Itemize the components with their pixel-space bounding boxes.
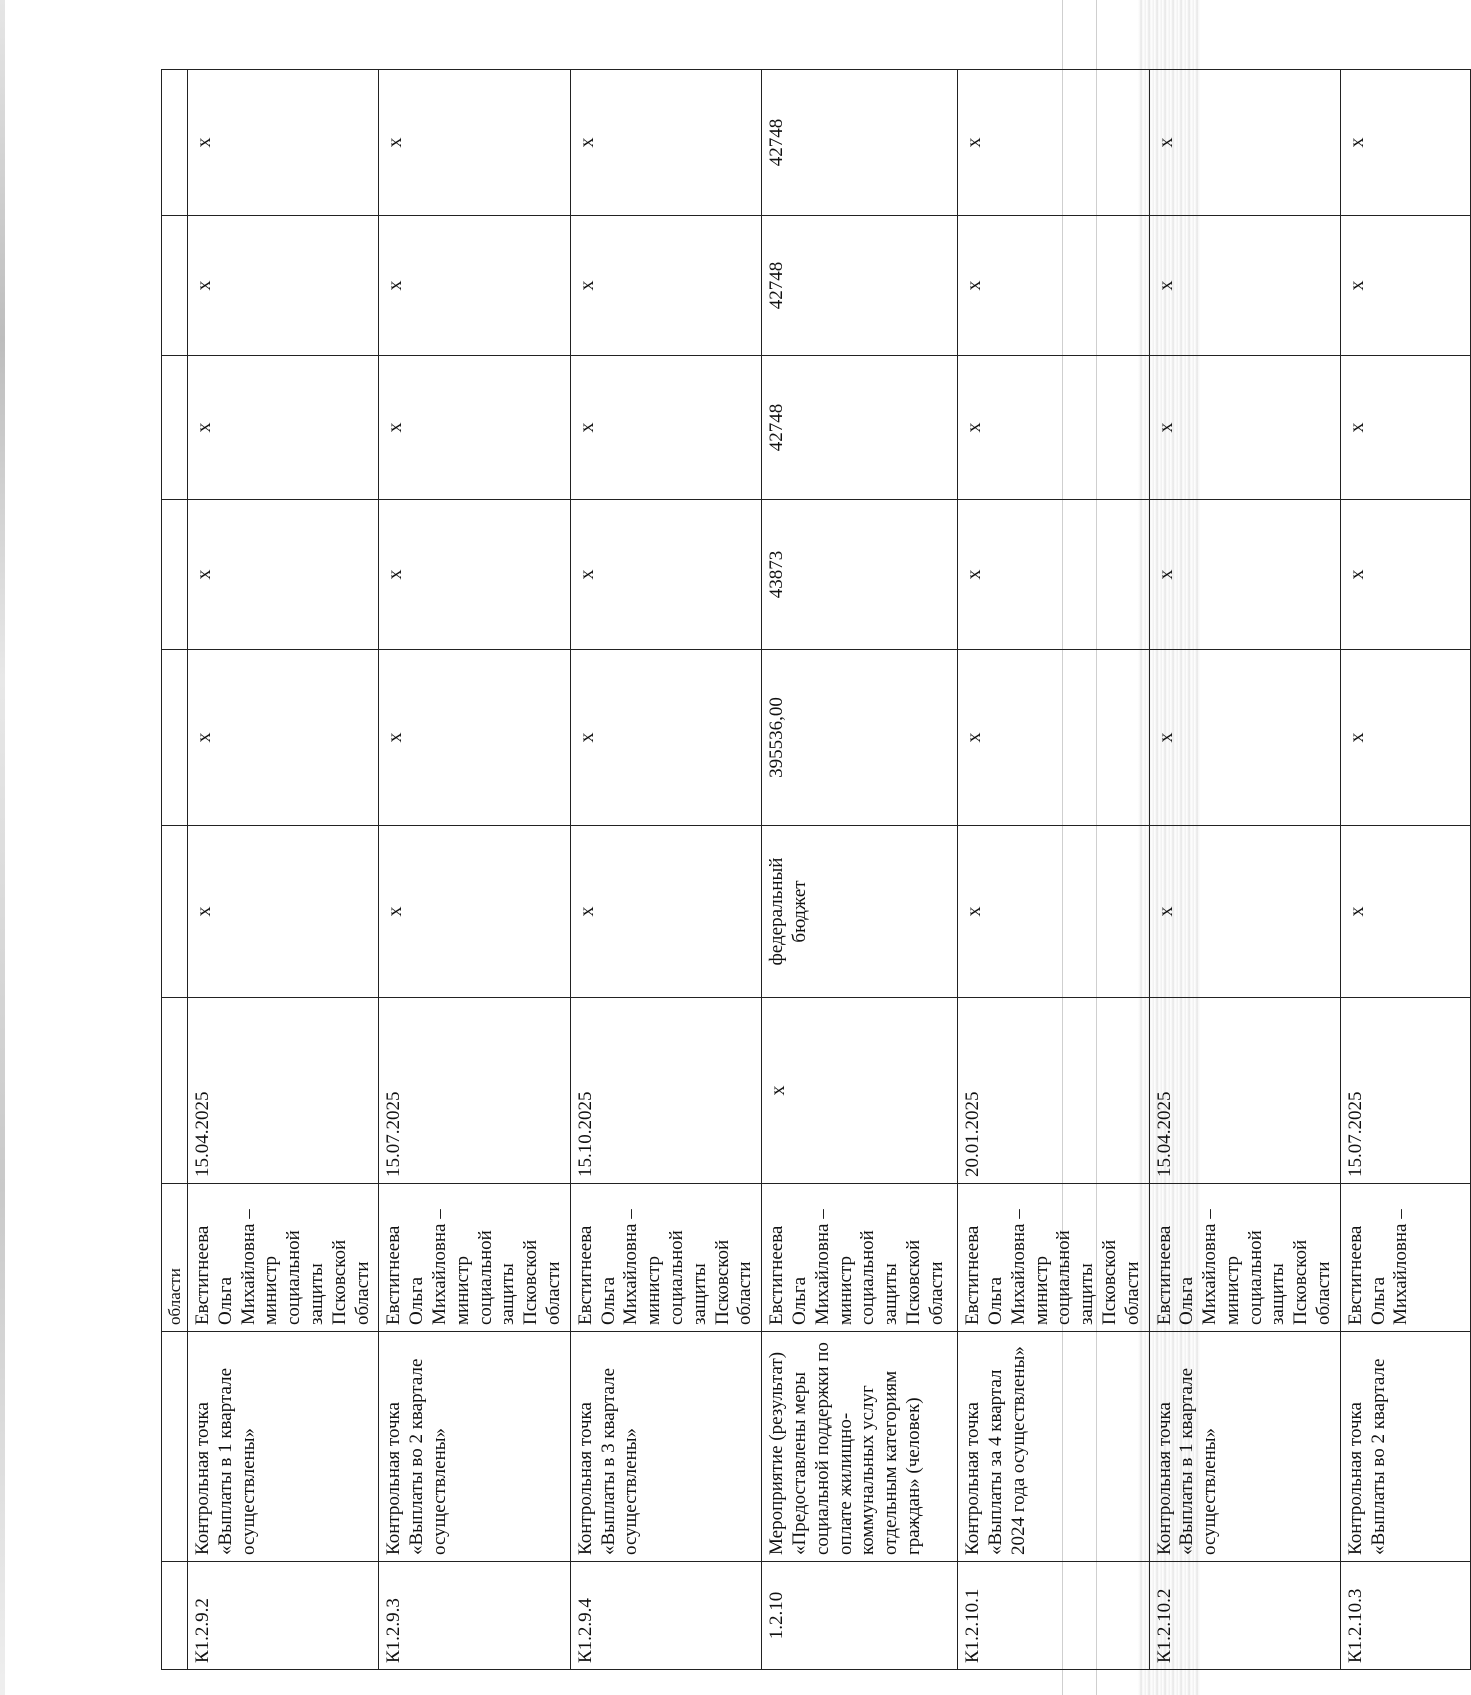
- fragment-text: области: [162, 1184, 188, 1332]
- row-number: К1.2.10.2: [1149, 1562, 1340, 1670]
- row-number: 1.2.10: [762, 1562, 958, 1670]
- row-amount: x: [958, 650, 1149, 826]
- row-responsible: Евстигнеева Ольга Михайловна – министр социальной защиты Псковской области: [570, 1184, 761, 1332]
- row-name: Контрольная точка «Выплаты в 1 квартале осуществлены»: [188, 1332, 379, 1562]
- row-date: 15.07.2025: [1340, 998, 1470, 1184]
- row-responsible: Евстигнеева Ольга Михайловна – министр социальной защиты Псковской области: [762, 1184, 958, 1332]
- row-value-3: x: [1340, 216, 1470, 356]
- row-value-3: x: [379, 216, 570, 356]
- table-row: [379, 70, 570, 1670]
- row-value-3: 42748: [762, 216, 958, 356]
- row-source: x: [1340, 826, 1470, 998]
- row-number: К1.2.9.3: [379, 1562, 570, 1670]
- table-row: [570, 70, 761, 1670]
- row-amount: x: [379, 650, 570, 826]
- row-responsible: Евстигнеева Ольга Михайловна – министр социальной защиты Псковской области: [379, 1184, 570, 1332]
- row-value-4: 42748: [762, 70, 958, 216]
- row-name: Контрольная точка «Выплаты во 2 квартале осуществлены»: [379, 1332, 570, 1562]
- row-source: x: [379, 826, 570, 998]
- row-source: x: [188, 826, 379, 998]
- row-source: федеральный бюджет: [762, 826, 958, 998]
- row-amount: x: [1340, 650, 1470, 826]
- table-row: [188, 70, 379, 1670]
- row-number: К1.2.9.2: [188, 1562, 379, 1670]
- row-name: Мероприятие (результат) «Предоставлены меры социальной поддержки по оплате жилищно-коммунальных услуг отдельным категориям граждан» (человек): [762, 1332, 958, 1562]
- table-row-measure: [762, 70, 958, 1670]
- row-amount: 395536,00: [762, 650, 958, 826]
- row-value-4: x: [379, 70, 570, 216]
- row-value-2: x: [379, 356, 570, 500]
- row-name: Контрольная точка «Выплаты в 1 квартале осуществлены»: [1149, 1332, 1340, 1562]
- row-responsible: Евстигнеева Ольга Михайловна – министр социальной защиты Псковской области: [188, 1184, 379, 1332]
- row-value-3: x: [188, 216, 379, 356]
- row-value-1: 43873: [762, 500, 958, 650]
- row-date: 15.10.2025: [570, 998, 761, 1184]
- rotated-page: [161, 30, 1412, 1670]
- row-amount: x: [188, 650, 379, 826]
- row-number: К1.2.10.1: [958, 1562, 1149, 1670]
- row-value-2: x: [570, 356, 761, 500]
- row-value-4: x: [188, 70, 379, 216]
- measures-table: [161, 69, 1471, 1670]
- row-value-3: x: [570, 216, 761, 356]
- continued-row-fragment: [162, 70, 188, 1670]
- row-responsible: Евстигнеева Ольга Михайловна – министр социальной защиты Псковской области: [958, 1184, 1149, 1332]
- row-source: x: [958, 826, 1149, 998]
- row-name: Контрольная точка «Выплаты за 4 квартал 2024 года осуществлены»: [958, 1332, 1149, 1562]
- row-value-2: x: [958, 356, 1149, 500]
- row-responsible: Евстигнеева Ольга Михайловна – министр социальной защиты Псковской области: [1149, 1184, 1340, 1332]
- row-value-2: x: [188, 356, 379, 500]
- row-value-3: x: [958, 216, 1149, 356]
- table-row: [1149, 70, 1340, 1670]
- row-value-1: x: [379, 500, 570, 650]
- row-date: x: [762, 998, 958, 1184]
- row-value-1: x: [188, 500, 379, 650]
- row-value-3: x: [1149, 216, 1340, 356]
- row-responsible: Евстигнеева Ольга Михайловна –: [1340, 1184, 1470, 1332]
- row-value-2: 42748: [762, 356, 958, 500]
- row-value-4: x: [1149, 70, 1340, 216]
- row-name: Контрольная точка «Выплаты в 3 квартале осуществлены»: [570, 1332, 761, 1562]
- row-value-1: x: [1340, 500, 1470, 650]
- row-value-1: x: [958, 500, 1149, 650]
- row-date: 15.04.2025: [188, 998, 379, 1184]
- row-value-4: x: [570, 70, 761, 216]
- row-number: К1.2.10.3: [1340, 1562, 1470, 1670]
- row-amount: x: [1149, 650, 1340, 826]
- table-row: [1340, 70, 1470, 1670]
- scan-left-edge: [0, 0, 5, 1695]
- table-row: [958, 70, 1149, 1670]
- row-value-1: x: [570, 500, 761, 650]
- row-date: 15.04.2025: [1149, 998, 1340, 1184]
- row-value-2: x: [1149, 356, 1340, 500]
- row-date: 20.01.2025: [958, 998, 1149, 1184]
- row-date: 15.07.2025: [379, 998, 570, 1184]
- row-value-4: x: [1340, 70, 1470, 216]
- row-amount: x: [570, 650, 761, 826]
- row-number: К1.2.9.4: [570, 1562, 761, 1670]
- row-value-2: x: [1340, 356, 1470, 500]
- row-source: x: [1149, 826, 1340, 998]
- row-name: Контрольная точка «Выплаты во 2 квартале: [1340, 1332, 1470, 1562]
- row-value-1: x: [1149, 500, 1340, 650]
- row-value-4: x: [958, 70, 1149, 216]
- row-source: x: [570, 826, 761, 998]
